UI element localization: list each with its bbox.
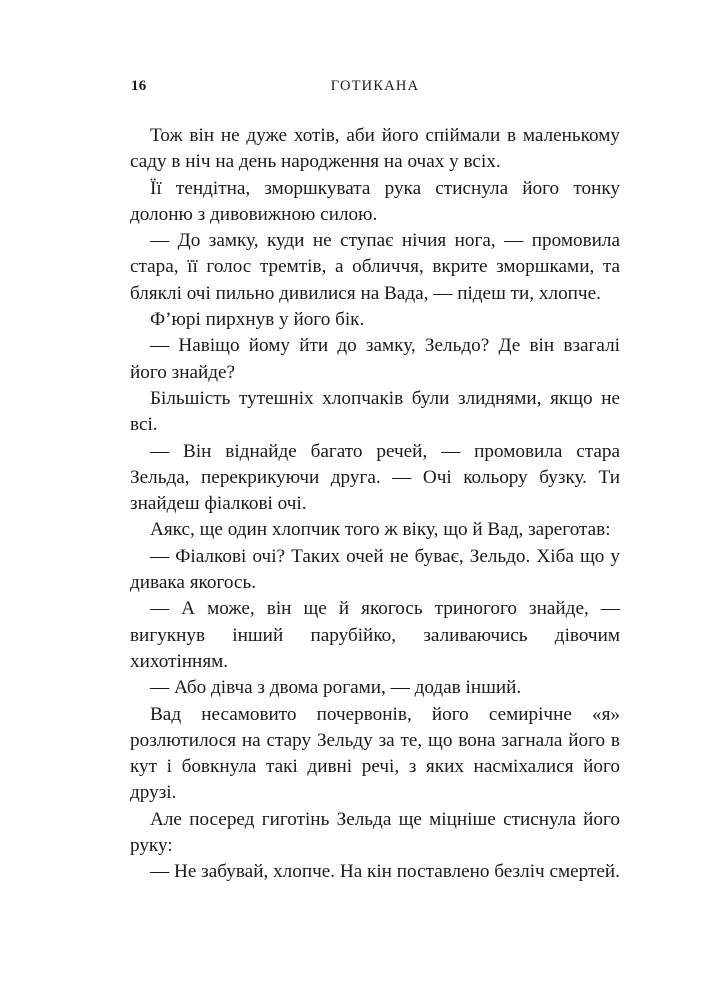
paragraph: Але посеред гиготінь Зельда ще міцніше стиснула його руку: — [130, 808, 620, 857]
running-title: ГОТИКАНА — [330, 78, 420, 94]
paragraph: Тож він не дуже хотів, аби його спіймали в маленькому саду в ніч на день народження на очах у всіх. — [130, 125, 620, 173]
paragraph: Її тендітна, зморшкувата рука стиснула його тонку долоню з дивовижною силою. — [130, 177, 620, 225]
paragraph: — А може, він ще й якогось триногого знайде, — вигукнув інший парубійко, заливаючись дівочим хихотінням. — [130, 598, 620, 672]
paragraph: — Або дівча з двома рогами, — додав інший. — [150, 677, 522, 699]
page-number: 16 — [131, 78, 147, 94]
paragraph: — Фіалкові очі? Таких очей не буває, Зельдо. Хіба що у дивака якогось. — [130, 545, 620, 594]
paragraph: Ф’юрі пирхнув у його бік. — [150, 309, 365, 331]
paragraph: Більшість тутешніх хлопчаків були злиднями, якщо не всі. — [130, 387, 620, 436]
paragraph: — Він віднайде багато речей, — промовила стара Зельда, перекрикуючи друга. — Очі кольору бузку. Ти знайдеш фіалкові очі. — [130, 440, 620, 515]
paragraph: — До замку, куди не ступає нічия нога, — промовила стара, її голос тремтів, а обличчя, вкрите зморшками, та бляклі очі пильно дивилися на Вада, — підеш ти, хлопче. — [130, 230, 620, 304]
paragraph: Вад несамовито почервонів, його семирічне «я» розлютилося на стару Зельду за те, що вона загнала його в кут і бовкнула такі дивні речі, з яких насміхалися його друзі. — [130, 703, 620, 804]
paragraph: — Навіщо йому йти до замку, Зельдо? Де він взагалі його знайде? — [130, 335, 620, 383]
body-text — [130, 123, 620, 886]
running-head — [131, 78, 619, 98]
paragraph: — Не забувай, хлопче. На кін поставлено безліч смертей. — [150, 861, 620, 883]
paragraph: Аякс, ще один хлопчик того ж віку, що й Вад, зареготав: — [150, 519, 611, 541]
